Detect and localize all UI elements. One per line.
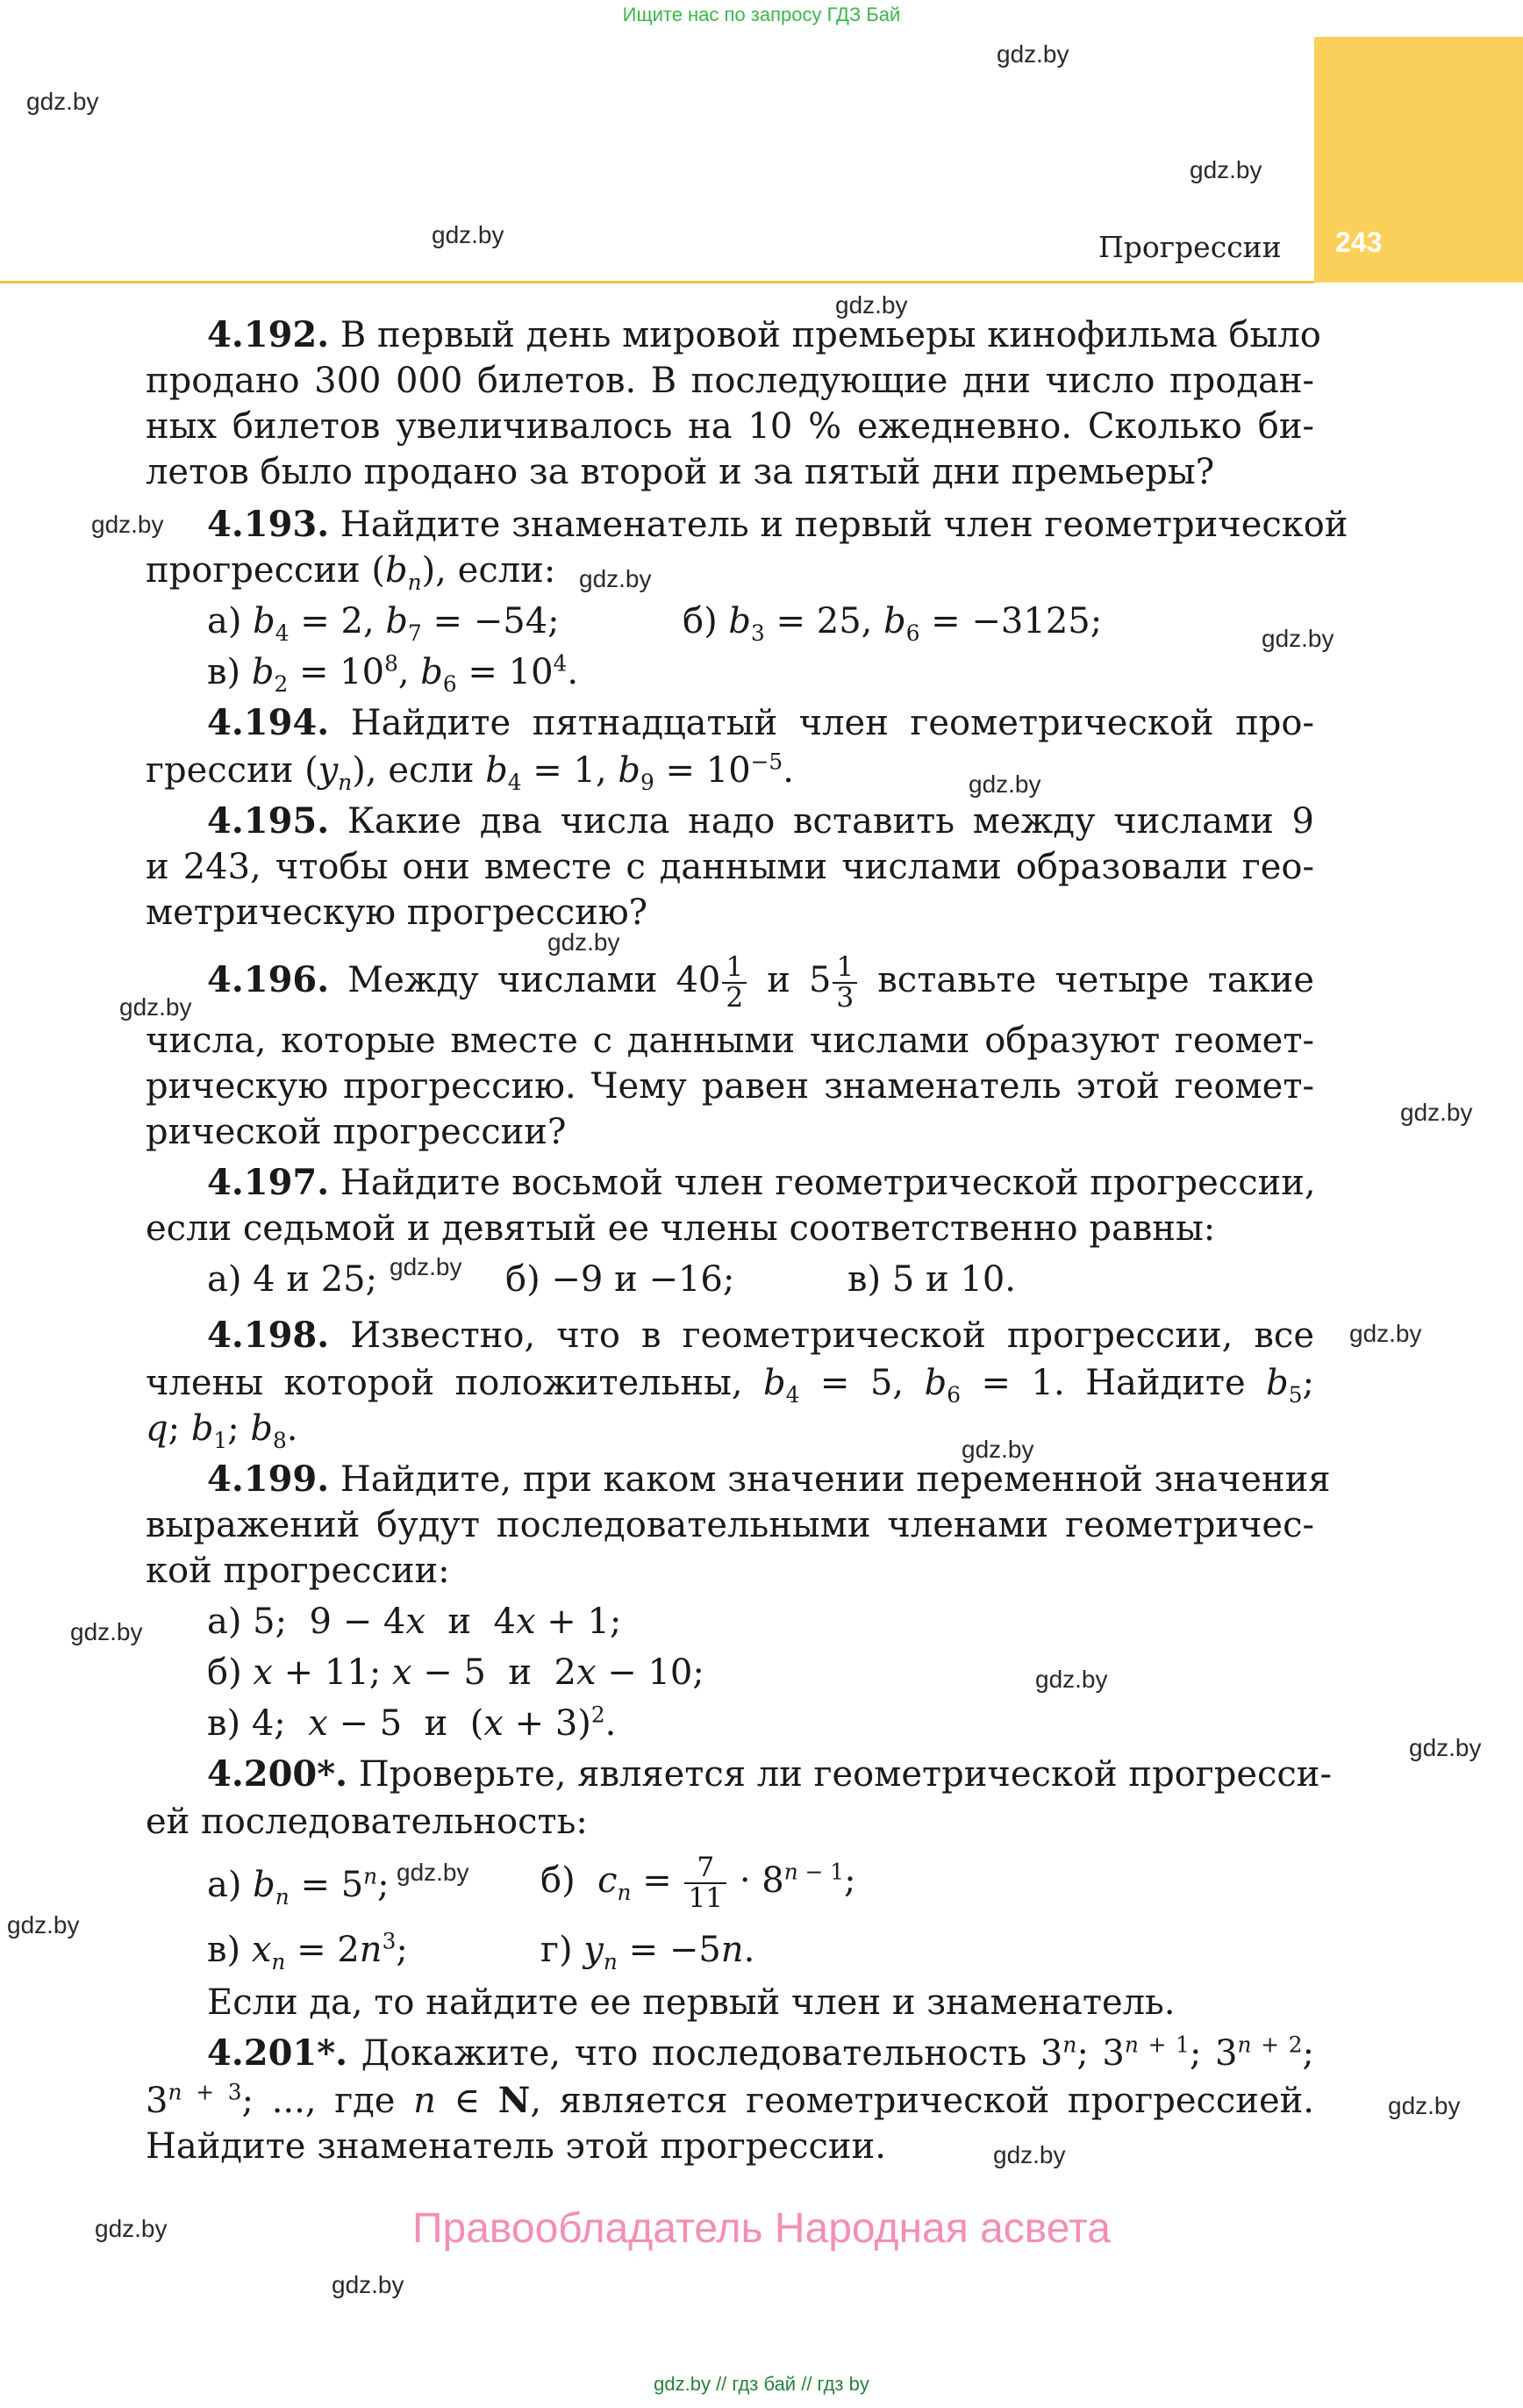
problem-4-201-line-3: Найдите знаменатель этой прогрессии. [146,2126,886,2167]
watermark: gdz.by [70,1618,143,1645]
problem-text: , если: [435,550,556,591]
item-label: в) [207,652,241,692]
problem-4-193-v: в) $b_2 = 10^8$, $b_6 = 10^4$. [207,650,579,697]
problem-4-196-line-2: числа, которые вместе с данными числами образуют геомет- [146,1021,1314,1061]
problem-text: грессии [146,750,294,791]
watermark: gdz.by [390,1253,462,1280]
watermark: gdz.by [1388,2092,1461,2119]
problem-number: 4.197. [207,1162,330,1203]
problem-text: В первый день мировой премьеры кинофильма было [340,315,1321,355]
problem-number: 4.194. [207,702,330,743]
problem-4-197-b: б) −9 и −16; [505,1259,735,1300]
problem-4-199-v: в) 4; x − 5 и $(x + 3)^2$. [207,1702,617,1744]
problem-4-197-a: а) 4 и 25; [207,1259,378,1300]
fraction: $\frac{1}{3}$ [833,953,857,1013]
search-banner: Ищите нас по запросу ГДЗ Бай [622,4,901,25]
watermark: gdz.by [1409,1734,1482,1761]
problem-text: и [424,1703,448,1744]
problem-4-194-line-1 [207,700,1314,746]
watermark: gdz.by [1035,1666,1108,1693]
item-label: а) [207,601,242,641]
problem-4-199-line-1 [207,1457,1331,1502]
watermark: gdz.by [579,565,652,592]
fraction: $\frac{7}{11}$ [684,1853,726,1913]
page-number: 243 [1335,226,1383,258]
problem-4-200-b: б) $c_n$ = $\frac{7}{11}$ · $8^{n - 1}$; [540,1852,856,1914]
watermark: gdz.by [1262,625,1334,652]
problem-text: , если [365,750,475,791]
problem-text: Между числами [347,959,658,1000]
problem-text: Докажите, что последовательность [361,2033,1027,2074]
watermark: gdz.by [332,2271,404,2298]
problem-4-193-a: а) $b_4 = 2$, $b_7 = -54$; [207,601,560,646]
problem-4-193-line-2: прогрессии $(b_n)$, если: [146,550,556,595]
problem-4-198-line-3: q; $b_1$; $b_8$. [146,1408,298,1453]
problem-number: 4.193. [207,504,330,545]
problem-number: 4.195. [207,800,330,842]
problem-4-198-line-1 [207,1313,1314,1358]
problem-text: Найдите [1085,1363,1246,1403]
problem-text: вставьте четыре такие [877,959,1315,1000]
watermark: gdz.by [95,2215,168,2242]
watermark: gdz.by [91,511,164,538]
watermark: gdz.by [1400,1099,1473,1126]
watermark: gdz.by [1190,156,1262,183]
problem-4-193-line-1 [207,502,1348,548]
problem-4-198-line-2: члены которой положительны, $b_4 = 5$, $b_6 = 1$. Найдите $b_5$; [146,1363,1315,1408]
problem-number: 4.198. [207,1315,330,1356]
problem-number: 4.200*. [207,1753,348,1795]
problem-text: Найдите пятнадцатый член геометрической про- [350,703,1314,743]
problem-text: Найдите, при каком значении переменной значения [340,1459,1331,1500]
header-rule [0,281,1314,283]
running-title: Прогрессии [1098,230,1282,264]
problem-4-197-v: в) 5 и 10. [847,1259,1016,1300]
problem-4-194-line-2: грессии $(y_n)$, если $b_4 = 1$, $b_9 = 10^{-5}$. [146,749,794,795]
footer-links[interactable]: gdz.by // гдз бай // гдз by [654,2373,869,2395]
problem-text: Известно, что в геометрической прогрессии, все [350,1315,1315,1356]
problem-text: члены которой положительны, [146,1363,743,1403]
problem-4-199-line-2: выражений будут последовательными членами геометричес- [146,1505,1314,1545]
problem-text: и [447,1602,472,1642]
problem-4-200-tail: Если да, то найдите ее первый член и знаменатель. [207,1982,1176,2023]
problem-number: 4.196. [207,958,330,1000]
problem-4-199-b: б) x + 11; x − 5 и 2x − 10; [207,1652,704,1693]
watermark: gdz.by [547,928,620,956]
problem-text: где [334,2081,396,2121]
problem-4-201-line-1: 4.201*. Докажите, что последовательность 3$^n$; $3^{n + 1}$; $3^{n + 2}$; [207,2032,1315,2074]
problem-4-192-line-3: ных билетов увеличивалось на 10 % ежедневно. Сколько би- [146,406,1314,447]
problem-4-200-v: в) $x_n = 2n^3$; [207,1928,408,1974]
fraction: $\frac{1}{2}$ [722,953,747,1013]
problem-number: 4.201*. [207,2032,348,2074]
problem-4-196-line-1: 4.196. Между числами 40 $\frac{1}{2}$ и 5 $\frac{1}{3}$ вставьте четыре такие [207,951,1315,1014]
watermark: gdz.by [993,2141,1066,2168]
problem-text: прогрессии [146,550,361,591]
watermark: gdz.by [26,88,99,115]
watermark: gdz.by [835,291,908,319]
problem-4-195-line-2: и 243, чтобы они вместе с данными числами образовали гео- [146,847,1314,887]
problem-4-199-a: а) 5; 9 − 4x и 4x + 1; [207,1602,622,1642]
problem-4-200-g: г) $y_n = -5n$. [540,1930,755,1974]
problem-4-192-line-2: продано 300 000 билетов. В последующие дни число продан- [146,361,1314,401]
watermark: gdz.by [997,40,1069,68]
watermark: gdz.by [962,1436,1034,1463]
problem-4-196-line-4: рической прогрессии? [146,1112,567,1152]
problem-number: 4.192. [207,314,330,355]
watermark: gdz.by [1349,1320,1422,1347]
problem-4-195-line-3: метрическую прогрессию? [146,892,648,933]
item-label: б) [683,601,718,641]
problem-number: 4.199. [207,1458,330,1500]
problem-4-200-line-1 [207,1752,1332,1797]
watermark: gdz.by [432,221,504,248]
watermark: gdz.by [969,770,1041,798]
problem-4-192-line-4: летов было продано за второй и за пятый дни премьеры? [146,452,1215,492]
watermark: gdz.by [397,1859,469,1886]
problem-4-195-line-1 [207,799,1314,844]
problem-4-196-line-3: рическую прогрессию. Чему равен знаменатель этой геомет- [146,1066,1314,1107]
problem-4-197-line-1 [207,1160,1314,1206]
problem-4-193-b: б) $b_3 = 25$, $b_6 = -3125$; [683,601,1103,646]
problem-4-200-a: а) $b_n = 5^n$; [207,1863,390,1910]
problem-4-199-line-3: кой прогрессии: [146,1551,450,1591]
problem-4-192-line-1 [207,312,1321,358]
problem-4-201-line-2: $3^{n + 3}$; ..., где n ∈ N, является геометрической прогрессией. [146,2079,1315,2121]
problem-text: и [508,1652,533,1693]
problem-text: и [767,959,790,1000]
problem-text: Проверьте, является ли геометрической прогресси- [358,1754,1332,1795]
watermark: gdz.by [119,993,192,1021]
problem-text: Найдите знаменатель и первый член геометрической [340,505,1348,545]
copyright-notice: Правообладатель Народная асвета [412,2205,1111,2252]
problem-4-197-line-2: если седьмой и девятый ее члены соответственно равны: [146,1208,1216,1249]
watermark: gdz.by [7,1911,80,1939]
problem-4-200-line-2: ей последовательность: [146,1802,588,1842]
problem-text: Найдите восьмой член геометрической прогрессии, [340,1163,1316,1203]
problem-text: является геометрической прогрессией. [559,2081,1315,2121]
problem-text: Какие два числа надо вставить между числами 9 [347,801,1314,842]
